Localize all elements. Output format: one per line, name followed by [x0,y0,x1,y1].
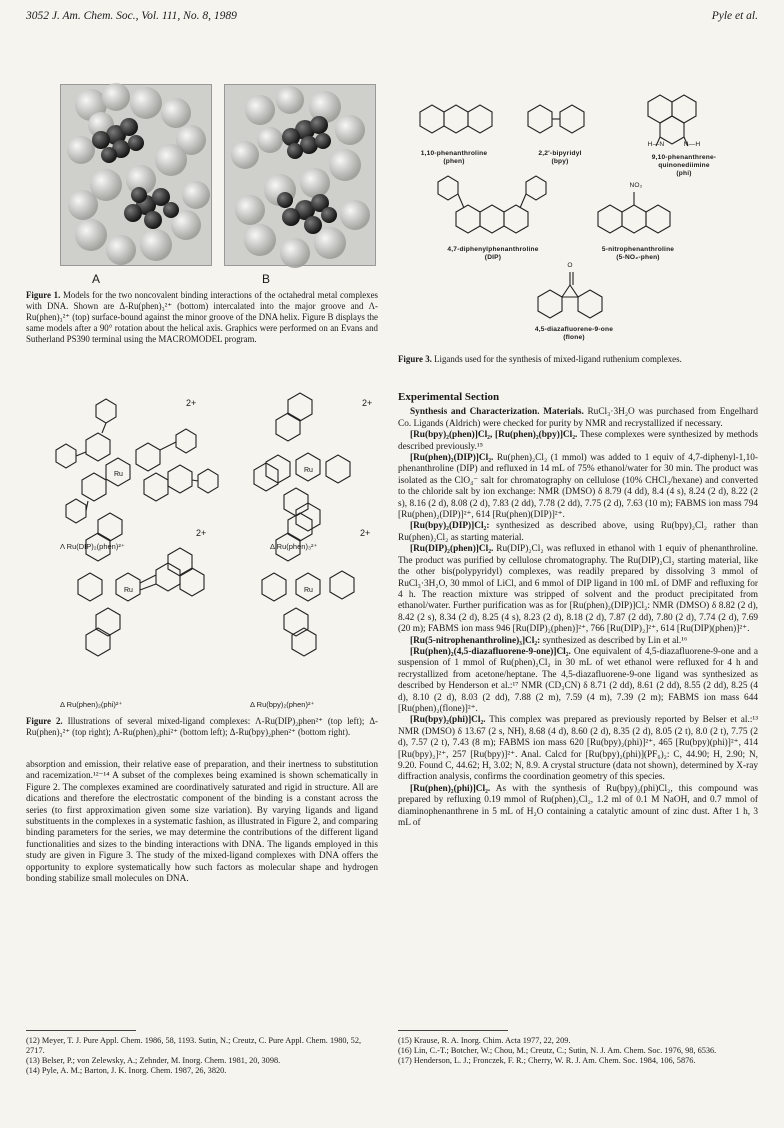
exp-lead-phen2dip: [Ru(phen)₂(DIP)]Cl₂. [410,453,494,464]
exp-paragraph-flone [398,647,758,715]
ligand-no2phen-name: 5-nitrophenanthroline [601,246,675,253]
ligand-phi-drawing [648,95,696,146]
footnote-16: (16) Lin, C.-T.; Botcher, W.; Chou, M.; Creutz, C.; Sutin, N. J. Am. Chem. Soc. 1976, 98, 6536. [398,1046,717,1055]
ligand-dip-label [438,246,548,262]
experimental-section [398,386,758,829]
exp-text-phen2phi: As with the synthesis of Ru(bpy)₂(phi)Cl₂, this compound was prepared by refluxing 0.19 mmol of Ru(phen)₂Cl₂, 1.2 ml of 0.1 M NaOH, and 0.7 mmol of diaminophenanthrene in 5 mL of H₂O containing a catalytic amount of zinc dust. After 1 h, 3 mL of [398,783,758,829]
exp-paragraph-bpy2dip [398,521,758,544]
no2-label: NO₂ [629,182,643,189]
charge-top-left: 2+ [186,398,197,408]
ligand-flone-label [524,326,624,342]
exp-paragraph-materials [398,407,758,430]
figure2-structures [26,380,378,670]
footnote-14: (14) Pyle, A. M.; Barton, J. K. Inorg. Chem. 1987, 26, 3820. [26,1066,227,1075]
figure1-photo-a [60,84,212,266]
label-phen2-phi: Δ Ru(phen)₂(phi)²⁺ [60,700,123,709]
oxo-label: O [567,262,573,269]
ligand-flone-name: 4,5-diazafluorene-9-one [534,326,614,333]
charge-top-right: 2+ [362,398,373,408]
footnote-13: (13) Belser, P.; von Zelewsky, A.; Zehnder, M. Inorg. Chem. 1981, 20, 3098. [26,1056,281,1065]
footnote-12: (12) Meyer, T. J. Pure Appl. Chem. 1986, 58, 1193. Sutin, N.; Creutz, C. Pure Appl. Chem. 1980, 52, 2717. [26,1036,362,1055]
ligand-phen-abbr: (phen) [443,158,465,165]
ligand-dip-abbr: (DIP) [484,254,502,261]
phi-nh-left: H—N [647,141,665,148]
exp-lead-bpy2phi: [Ru(bpy)₂(phi)]Cl₂. [410,715,486,726]
ligand-flone-abbr: (flone) [563,334,585,341]
figure3-caption-lead: Figure 3. [398,354,432,364]
ligand-dip-name: 4,7-diphenylphenanthroline [447,246,539,253]
footnote-15: (15) Krause, R. A. Inorg. Chim. Acta 1977, 22, 209. [398,1036,571,1045]
figure2-caption [26,716,378,738]
ligand-flone-drawing [538,272,602,318]
figure1-label-a: A [92,272,101,286]
ligand-no2phen-label [588,246,688,262]
exp-text-bpy2phen: These complexes were synthesized by methods described previously.¹⁵ [398,430,758,452]
figure1-caption-text: Models for the two noncovalent binding interactions of the octahedral metal complexes with DNA. Shown are Δ-Ru(phen)₃²⁺ (bottom) intercalated into the major groove and Λ-Ru(phen)₃²⁺ (top) surface-bound against the minor groove of the DNA helix. Figure B displays the same models after a 90° rotation about the helical axis. Graphics were performed on an Evans and Sutherland PS390 terminal using the MACROMODEL program. [26,290,378,344]
ligand-phen-drawing [420,105,492,133]
ligand-phen-name: 1,10-phenanthroline [420,150,488,157]
svg-text:Ru: Ru [304,587,313,594]
svg-text:Ru: Ru [304,467,313,474]
exp-paragraph-phen2phi [398,784,758,830]
experimental-heading: Experimental Section [398,391,500,403]
complex-bpy2-phen-drawing [262,513,354,656]
exp-paragraph-bpy2phi [398,715,758,783]
figure1-caption-lead: Figure 1. [26,290,61,300]
figure2-caption-text: Illustrations of several mixed-ligand complexes: Λ-Ru(DIP)₂phen²⁺ (top left); Δ-Ru(phen)₃²⁺ (top right); Λ-Ru(phen)₂phi²⁺ (bottom left); Δ-Ru(bpy)₂phen²⁺ (bottom right). [26,716,378,737]
exp-text-no2phen: synthesized as described by Lin et al.¹⁶ [540,635,688,646]
journal-citation: 3052 J. Am. Chem. Soc., Vol. 111, No. 8, 1989 [26,10,237,22]
ligand-bpy-label [520,150,600,166]
ligand-bpy-abbr: (bpy) [551,158,569,165]
footnote-rule-left [26,1030,136,1031]
figure1-label-b: B [262,272,271,286]
footnotes-left [26,1036,378,1076]
phi-nh-right: N—H [683,141,701,148]
dna-model-b-image [225,85,375,265]
ligand-no2phen-abbr: (5-NO₂-phen) [616,254,660,261]
figure3-ligands [398,82,758,342]
footnote-17: (17) Henderson, L. J.; Fronczek, F. R.; Cherry, W. R. J. Am. Chem. Soc. 1984, 106, 5876. [398,1056,696,1065]
dna-model-a-image [61,85,211,265]
ligand-bpy-drawing [528,105,584,133]
complex-phen2-phi-drawing [78,513,207,656]
author-running-head: Pyle et al. [711,10,758,22]
exp-lead-no2phen: [Ru(5-nitrophenanthroline)₃]Cl₂: [410,635,541,646]
footnotes-right [398,1036,758,1066]
exp-lead-bpy2dip: [Ru(bpy)₂(DIP)]Cl₂: [410,521,490,532]
label-phen3: Δ Ru(phen)₃²⁺ [270,542,318,551]
ligand-bpy-name: 2,2'-bipyridyl [538,150,582,157]
ligand-no2phen-drawing [598,192,670,233]
figure1-photo-b [224,84,376,266]
ligand-phi-name: 9,10-phenanthrene-quinonediimine [651,154,717,169]
exp-paragraph-bpy2phen [398,430,758,453]
ligand-phi-label [636,154,732,178]
exp-text-dip2phen: Ru(DIP)₂Cl₂ was refluxed in ethanol with 1 equiv of phenanthroline. The product was purified by cellulose chromatography. The Ru(DIP)₂Cl₂ starting material, like the other bis(polypyridyl) complexes, was readily prepared by dissolving 3 mmol of RuCl₃·3H₂O, 30 mmol of LiCl, and 6 mmol of DIP ligand in 100 mL of DMF and refluxing for 4 h. The reaction mixture was stripped of solvent and the product precipitated from ethanol/water. Further purification was as for [Ru(phen)₂(DIP)]Cl₂: NMR (DMSO) δ 8.82 (2 d), 8.42 (2 s), 8.34 (2 d), 8.25 (4 s), 8.23 (2 d), 8.18 (2 d), 7.87 (2 dd), 7.80 (2 d), 7.74 (2 d), 7.69 (20 m); FABMS ion mass 946 [Ru(DIP)₂(phen)]²⁺, 766 [Ru(DIP)₂]²⁺, 614 [Ru(DIP)(phen)]²⁺. [398,544,758,635]
svg-text:Ru: Ru [114,471,123,478]
exp-paragraph-no2phen [398,636,758,647]
exp-text-phen2dip: Ru(phen)₂Cl₂ (1 mmol) was added to 1 equiv of 4,7-diphenyl-1,10-phenanthroline (DIP) and refluxed in 14 mL of 75% ethanol/water for 30 min. The product was isolated as the ClO₄⁻ salt for chromatography on cellulose (10% CHCl₃/hexane) and converted to the chloride salt by ion exchange: NMR (DMSO) δ 8.79 (4 dd), 8.4 (4 s), 8.24 (2 d), 8.22 (2 s), 8.16 (2 d), 8.08 (2 d), 7.83 (2 dd), 7.78 (2 dd), 7.75 (2 d), 7.63 (10 m); FABMS ion mass 794 [Ru(phen)₂(DIP)]²⁺, 614 [Ru(phen)(DIP)]²⁺. [398,453,758,521]
ligand-dip-drawing [438,176,546,233]
exp-lead-phen2phi: [Ru(phen)₂(phi)]Cl₂. [410,783,491,794]
exp-text-bpy2dip: synthesized as described above, using Ru(bpy)₂Cl₂ rather than Ru(phen)₂Cl₂ as starting material. [398,521,758,543]
running-header [26,10,758,28]
charge-bottom-right: 2+ [360,528,371,538]
complex-dip2-phen-drawing [56,399,218,523]
complex-phen3-drawing [254,393,350,531]
exp-paragraph-dip2phen [398,544,758,635]
exp-text-flone: One equivalent of 4,5-diazafluorene-9-one and a suspension of 1 mmol of Ru(phen)₂Cl₂ in 30 mL of wet ethanol were refluxed for 4 h and recrystallized from acetone/heptane. The 4,5-diazafluorene-9-one ligand was synthesized as described by Henderson et al.:¹⁷ NMR (CD₃CN) δ 8.71 (2 dd), 8.61 (2 dd), 8.55 (2 dd), 8.25 (4 d), 8.10 (2 d), 8.03 (2 dd), 7.88 (2 m), 7.59 (4 m), 7.39 (2 m); FABMS ion mass 644 [Ru(phen)₂(flone)]²⁺. [398,646,758,714]
figure3-caption [398,354,758,365]
figure3-caption-text: Ligands used for the synthesis of mixed-ligand ruthenium complexes. [431,354,682,364]
figure2-caption-lead: Figure 2. [26,716,63,726]
label-bpy2-phen: Δ Ru(bpy)₂(phen)²⁺ [250,700,315,709]
exp-text-materials: RuCl₃·3H₂O was purchased from Engelhard Co. Ligands (Aldrich) were checked for purity by NMR and recrystallized if necessary. [398,407,758,429]
label-dip2-phen: Λ Ru(DIP)₂(phen)²⁺ [60,542,125,551]
exp-paragraph-phen2dip [398,453,758,521]
svg-text:Ru: Ru [124,587,133,594]
exp-text-bpy2phi: This complex was prepared as previously reported by Belser et al.:¹³ NMR (DMSO) δ 13.67 (2 s, NH), 8.68 (4 d), 8.60 (2 d), 8.35 (2 d), 8.05 (2 t), 8.0 (2 t), 7.75 (2 d), 7.57 (2 t), 7.43 (8 m); FABMS ion mass 620 [Ru(bpy)₂(phi)]²⁺, 465 [Ru(bpy)(phi)]²⁺, 414 [Ru(bpy)₂]²⁺, 257 [Ru(bpy)]²⁺. Anal. Calcd for [Ru(bpy)₂(phi)](PF₆)₂: C, 44.90; H, 2.90; N, 9.20. Found C, 44.62; H, 3.02; N, 8.9. A crystal structure (data not shown), determined by X-ray diffraction analysis, confirms the coordination geometry of this species. [398,715,758,783]
figure1-caption [26,290,378,345]
footnote-rule-right [398,1030,508,1031]
exp-lead-materials: Synthesis and Characterization. Materials. [410,407,584,418]
intro-body-text [26,760,378,885]
exp-lead-bpy2phen: [Ru(bpy)₂(phen)]Cl₂, [Ru(phen)₂(bpy)]Cl₂. [410,430,578,441]
charge-bottom-left: 2+ [196,528,207,538]
exp-lead-flone: [Ru(phen)₂(4,5-diazafluorene-9-one)]Cl₂. [410,646,571,657]
ligand-phi-abbr: (phi) [676,170,692,177]
exp-lead-dip2phen: [Ru(DIP)₂(phen)]Cl₂. [410,544,494,555]
ligand-phen-label [406,150,502,166]
intro-paragraph: absorption and emission, their relative ease of preparation, and their inertness to substitution and racemization.¹²⁻¹⁴ A subset of the complexes being examined is shown schematically in Figure 2. The complexes examined are coordinatively saturated and rigid in structure. All are dications and therefore the electrostatic component of the binding is a constant across the series (to first approximation given some size variation). By varying ligands and ligand substituents in the complexes in a systematic fashion, as illustrated in Figure 2, and comparing binding parameters for the series, we may determine the contributions of the different ligand functionalities and sizes to the binding interactions with DNA. The ligands employed in this study are given in Figure 3. The study of the mixed-ligand complexes with DNA offers the opportunity to explore systematically how such factors as molecular shape and hydrogen bonding stabilize small molecules on DNA. [26,760,378,885]
